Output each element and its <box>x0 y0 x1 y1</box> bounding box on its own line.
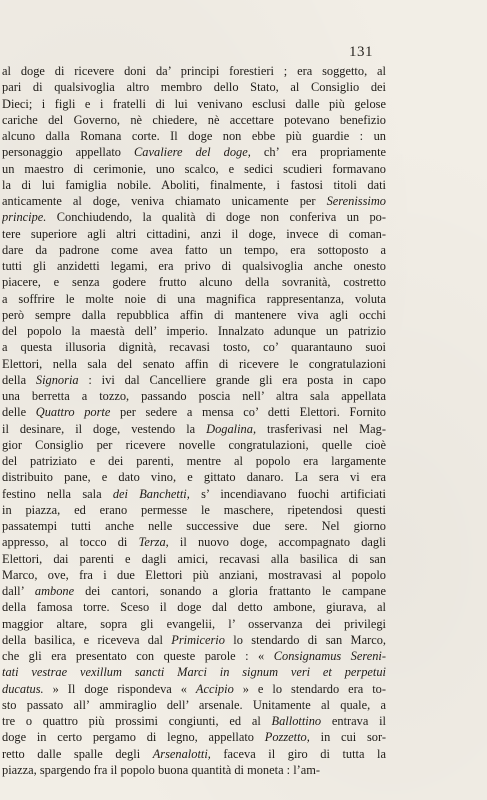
italic-text: Quattro porte <box>35 405 111 420</box>
text-run: tere superiore agli altri cittadini, anzi il doge, invece di coman- <box>2 226 386 241</box>
text-line <box>2 128 386 144</box>
text-run: in cui sor- <box>309 730 386 745</box>
text-run: del popolo la maestà dell’ imperio. Innalzato adunque un patrizio <box>2 324 386 338</box>
text-run: Marco, ove, fra i due Elettori più anziani, mostravasi al popolo <box>2 567 386 582</box>
text-line <box>2 453 386 469</box>
text-line <box>2 339 386 355</box>
text-run: delle <box>2 405 36 420</box>
text-run: in piazza, ed erano permesse le maschere, ripetendosi questi <box>2 502 386 517</box>
italic-text: dei Banchetti, <box>112 486 190 501</box>
text-line <box>2 356 386 372</box>
body-text <box>2 63 386 778</box>
text-line <box>2 551 386 567</box>
text-line <box>2 96 386 112</box>
text-run: della <box>2 372 36 387</box>
text-line <box>2 372 386 388</box>
text-line <box>2 518 386 534</box>
italic-text: Dogalina, <box>206 421 257 436</box>
italic-text: tati vestrae vexillum sancti Marci in signum veri et perpetui <box>2 665 386 680</box>
text-line <box>2 486 386 502</box>
text-run: che gli era presentato con queste parole : « <box>2 649 274 663</box>
text-run: Dieci; i figli e i fratelli di lui venivano esclusi dalle più gelose <box>2 96 386 111</box>
text-run: cariche del Governo, nè chiedere, nè accettare potevano benefizio <box>2 112 386 127</box>
italic-text: Primicerio <box>171 632 225 647</box>
text-run: a soffrire le molte noie di una magnifica rappresentanza, voluta <box>2 291 386 306</box>
text-line <box>2 534 386 550</box>
text-line <box>2 713 386 729</box>
text-line <box>2 421 386 437</box>
text-run: Elettori, nella sala del senato affin di ricevere le congratulazioni <box>2 356 386 371</box>
text-run: la di lui famiglia nobile. Aboliti, finalmente, i fastosi titoli dati <box>2 177 386 192</box>
italic-text: Terza, <box>138 535 169 550</box>
italic-text: Signoria <box>35 372 79 387</box>
text-run: della basilica, e riceveva dal <box>2 632 172 647</box>
text-line <box>2 648 386 664</box>
italic-text: ambone <box>34 584 75 598</box>
text-run: entrava il <box>321 714 386 728</box>
text-line <box>2 616 386 632</box>
text-run: » e lo stendardo era to- <box>233 681 386 696</box>
text-line <box>2 697 386 713</box>
italic-text: Ballottino <box>271 714 322 728</box>
text-run: al doge di ricevere doni da’ principi forestieri ; era soggetto, al <box>2 64 386 78</box>
text-run: dei cantori, sonando a gloria frattanto le campane <box>74 584 386 598</box>
text-run: s’ incendiavano fuochi artificiati <box>189 486 386 501</box>
italic-text: Cavaliere del doge, <box>134 145 251 160</box>
text-line <box>2 746 386 762</box>
text-line <box>2 681 386 697</box>
text-line <box>2 79 386 95</box>
text-line <box>2 209 386 225</box>
text-run: » Il doge rispondeva « <box>43 681 196 696</box>
text-run: però sempre dalla repubblica affin di mantenere viva agli occhi <box>2 307 386 322</box>
text-line <box>2 274 386 290</box>
italic-text: Pozzetto, <box>264 730 310 745</box>
text-run: il desinare, il doge, vestendo la <box>2 421 207 436</box>
text-run: pari di qualsivoglia altro membro dello Stato, al Consiglio dei <box>2 80 386 95</box>
text-run: gior Consiglio per ricevere novelle congratulazioni, quelle cioè <box>2 437 386 452</box>
text-run: un maestro di cerimonie, uno scalco, e sedici scudieri formavano <box>2 161 386 176</box>
text-run: Conchiudendo, la qualità di doge non conferiva un po- <box>46 210 386 225</box>
text-line <box>2 599 386 615</box>
text-run: dare da padrone come avea fatto un tempo, era sottoposto a <box>2 242 386 257</box>
text-line <box>2 226 386 242</box>
text-line <box>2 242 386 258</box>
text-run: della famosa torre. Sceso il doge dal detto ambone, giurava, al <box>2 600 386 615</box>
text-line <box>2 469 386 485</box>
text-run: alcuno dalla Romana corte. Il doge non ebbe più guardie : un <box>2 129 386 143</box>
text-run: una berretta a tozzo, passando poscia nell’ altra sala appellata <box>2 389 386 403</box>
text-line <box>2 144 386 160</box>
text-line <box>2 112 386 128</box>
text-line <box>2 307 386 323</box>
text-run: doge in certo pergamo di legno, appellato <box>2 730 265 745</box>
italic-text: Arsenalotti, <box>152 746 211 761</box>
text-run: distribuito pane, e dato vino, e gittato danaro. La sera vi era <box>2 470 386 485</box>
text-run: festino nella sala <box>2 486 113 501</box>
text-line <box>2 388 386 404</box>
text-run: faceva il giro di tutta la <box>210 746 386 761</box>
text-run: sto passato all’ ammiraglio dell’ arsenale. Unitamente al quale, a <box>2 697 386 712</box>
text-run: a questa illusoria dignità, recavasi tosto, co’ quarantauno suoi <box>2 340 386 355</box>
text-run: il nuovo doge, accompagnato dagli <box>168 535 386 550</box>
text-line <box>2 762 386 778</box>
text-run: tutti gli anzidetti legami, era privo di qualsivoglia anche onesto <box>2 259 386 273</box>
text-run: : ivi dal Cancelliere grande gli era posta in capo <box>78 372 386 387</box>
text-line <box>2 258 386 274</box>
text-line <box>2 502 386 518</box>
text-line <box>2 291 386 307</box>
text-run: Elettori, dai parenti e dagli amici, recavasi alla basilica di san <box>2 551 386 566</box>
text-run: retto dalle spalle degli <box>2 746 153 761</box>
text-line <box>2 567 386 583</box>
text-run: trasferivasi nel Mag- <box>256 421 386 436</box>
italic-text: Consignamus Sereni- <box>273 649 386 663</box>
text-run: ch’ era propriamente <box>250 145 386 160</box>
text-line <box>2 404 386 420</box>
text-line <box>2 193 386 209</box>
text-run: lo stendardo di san Marco, <box>224 632 386 647</box>
text-line <box>2 63 386 79</box>
italic-text: Accipio <box>195 681 234 696</box>
text-run: maggior altare, sopra gli evangelii, l’ osservanza dei privilegi <box>2 616 386 631</box>
text-line <box>2 583 386 599</box>
text-run: anticamente al doge, veniva chiamato unicamente per <box>2 194 327 208</box>
text-run: tre o quattro più prossimi congiunti, ed al <box>2 714 272 728</box>
text-run: dall’ <box>2 584 35 598</box>
text-run: del patriziato e dei parenti, mentre al popolo era largamente <box>2 454 386 468</box>
text-line <box>2 729 386 745</box>
text-run: piazza, spargendo fra il popolo buona quantità di moneta : l’am- <box>2 762 321 777</box>
text-line <box>2 664 386 680</box>
text-line <box>2 323 386 339</box>
text-line <box>2 437 386 453</box>
text-line <box>2 177 386 193</box>
text-line <box>2 161 386 177</box>
text-run: passatempi tutti anche nelle successive due sere. Nel giorno <box>2 519 386 533</box>
italic-text: ducatus. <box>2 681 44 696</box>
text-run: appresso, al tocco di <box>2 535 139 550</box>
text-run: piacere, e senza godere frutto alcuno della sovranità, costretto <box>2 275 386 290</box>
italic-text: Serenissimo <box>326 194 386 208</box>
text-run: personaggio appellato <box>2 145 135 160</box>
page-number: 131 <box>349 44 373 60</box>
text-line <box>2 632 386 648</box>
text-run: per sedere a mensa co’ detti Elettori. Fornito <box>110 405 386 420</box>
italic-text: principe. <box>2 210 47 225</box>
